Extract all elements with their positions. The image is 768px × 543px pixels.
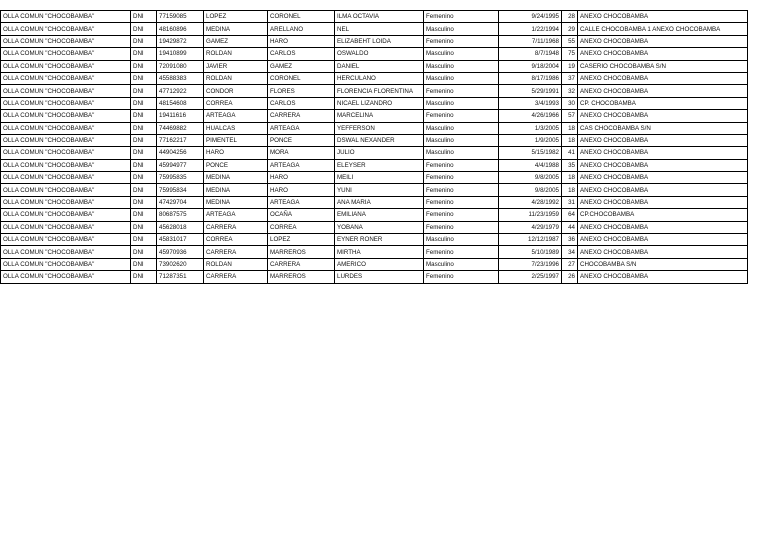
second-surname-cell[interactable]: CARLOS	[268, 48, 335, 60]
organization-cell[interactable]: OLLA COMUN "CHOCOBAMBA"	[1, 184, 131, 196]
document-number-cell[interactable]: 48154608	[157, 97, 204, 109]
document-number-cell[interactable]: 74469882	[157, 122, 204, 134]
table-row	[1, 85, 748, 97]
document-number-cell[interactable]: 45994977	[157, 159, 204, 171]
document-type-cell[interactable]: DNI	[131, 246, 157, 258]
organization-cell[interactable]: OLLA COMUN "CHOCOBAMBA"	[1, 159, 131, 171]
second-surname-cell[interactable]: MARREROS	[268, 271, 335, 283]
first-surname-cell[interactable]: ARTEAGA	[204, 110, 268, 122]
given-names-cell[interactable]: DANIEL	[335, 60, 424, 72]
document-number-cell[interactable]: 77162217	[157, 134, 204, 146]
second-surname-cell[interactable]: OCAÑA	[268, 209, 335, 221]
first-surname-cell[interactable]: LOPEZ	[204, 11, 268, 23]
birth-date-cell[interactable]: 9/8/2005	[499, 184, 562, 196]
second-surname-cell[interactable]: PONCE	[268, 134, 335, 146]
address-cell[interactable]: ANEXO CHOCOBAMBA	[578, 72, 748, 84]
first-surname-cell[interactable]: CONDOR	[204, 85, 268, 97]
address-cell[interactable]: ANEXO CHOCOBAMBA	[578, 246, 748, 258]
address-cell[interactable]: ANEXO CHOCOBAMBA	[578, 172, 748, 184]
first-surname-cell[interactable]: PONCE	[204, 159, 268, 171]
table-row	[1, 110, 748, 122]
address-cell[interactable]: ANEXO CHOCOBAMBA	[578, 110, 748, 122]
age-cell[interactable]: 37	[562, 72, 578, 84]
document-number-cell[interactable]: 71287351	[157, 271, 204, 283]
birth-date-cell[interactable]: 4/4/1988	[499, 159, 562, 171]
table-row	[1, 134, 748, 146]
organization-cell[interactable]: OLLA COMUN "CHOCOBAMBA"	[1, 97, 131, 109]
table-row	[1, 48, 748, 60]
age-cell[interactable]: 19	[562, 60, 578, 72]
document-type-cell[interactable]: DNI	[131, 110, 157, 122]
document-type-cell[interactable]: DNI	[131, 35, 157, 47]
gender-cell[interactable]: Femenino	[424, 184, 499, 196]
table-row	[1, 234, 748, 246]
organization-cell[interactable]: OLLA COMUN "CHOCOBAMBA"	[1, 221, 131, 233]
organization-cell[interactable]: OLLA COMUN "CHOCOBAMBA"	[1, 209, 131, 221]
organization-cell[interactable]: OLLA COMUN "CHOCOBAMBA"	[1, 110, 131, 122]
address-cell[interactable]: ANEXO CHOCOBAMBA	[578, 85, 748, 97]
gender-cell[interactable]: Femenino	[424, 159, 499, 171]
gender-cell[interactable]: Masculino	[424, 97, 499, 109]
document-type-cell[interactable]: DNI	[131, 221, 157, 233]
given-names-cell[interactable]: FLORENCIA FLORENTINA	[335, 85, 424, 97]
organization-cell[interactable]: OLLA COMUN "CHOCOBAMBA"	[1, 85, 131, 97]
document-type-cell[interactable]: DNI	[131, 209, 157, 221]
second-surname-cell[interactable]: HARO	[268, 184, 335, 196]
birth-date-cell[interactable]: 5/15/1982	[499, 147, 562, 159]
first-surname-cell[interactable]: CARRERA	[204, 221, 268, 233]
table-row	[1, 221, 748, 233]
age-cell[interactable]: 35	[562, 159, 578, 171]
gender-cell[interactable]: Femenino	[424, 271, 499, 283]
organization-cell[interactable]: OLLA COMUN "CHOCOBAMBA"	[1, 172, 131, 184]
first-surname-cell[interactable]: JAVIER	[204, 60, 268, 72]
gender-cell[interactable]: Masculino	[424, 234, 499, 246]
given-names-cell[interactable]: ELEYSER	[335, 159, 424, 171]
birth-date-cell[interactable]: 7/23/1996	[499, 258, 562, 270]
gender-cell[interactable]: Masculino	[424, 23, 499, 35]
gender-cell[interactable]: Femenino	[424, 110, 499, 122]
second-surname-cell[interactable]: MARREROS	[268, 246, 335, 258]
given-names-cell[interactable]: ELIZABEHT LOIDA	[335, 35, 424, 47]
first-surname-cell[interactable]: ROLDAN	[204, 72, 268, 84]
given-names-cell[interactable]: YOBANA	[335, 221, 424, 233]
document-type-cell[interactable]: DNI	[131, 72, 157, 84]
first-surname-cell[interactable]: MEDINA	[204, 184, 268, 196]
document-number-cell[interactable]: 73902620	[157, 258, 204, 270]
given-names-cell[interactable]: MARCELINA	[335, 110, 424, 122]
document-type-cell[interactable]: DNI	[131, 122, 157, 134]
second-surname-cell[interactable]: FLORES	[268, 85, 335, 97]
first-surname-cell[interactable]: CORREA	[204, 97, 268, 109]
birth-date-cell[interactable]: 8/17/1986	[499, 72, 562, 84]
address-cell[interactable]: CHOCOBAMBA S/N	[578, 258, 748, 270]
document-type-cell[interactable]: DNI	[131, 271, 157, 283]
table-row	[1, 11, 748, 23]
document-number-cell[interactable]: 19429872	[157, 35, 204, 47]
second-surname-cell[interactable]: CORREA	[268, 221, 335, 233]
document-number-cell[interactable]: 19411616	[157, 110, 204, 122]
document-number-cell[interactable]: 45970936	[157, 246, 204, 258]
address-cell[interactable]: ANEXO CHOCOBAMBA	[578, 48, 748, 60]
given-names-cell[interactable]: MEILI	[335, 172, 424, 184]
age-cell[interactable]: 26	[562, 271, 578, 283]
given-names-cell[interactable]: EYNER RONER	[335, 234, 424, 246]
age-cell[interactable]: 41	[562, 147, 578, 159]
birth-date-cell[interactable]: 4/29/1979	[499, 221, 562, 233]
document-type-cell[interactable]: DNI	[131, 258, 157, 270]
first-surname-cell[interactable]: ARTEAGA	[204, 209, 268, 221]
document-type-cell[interactable]: DNI	[131, 159, 157, 171]
organization-cell[interactable]: OLLA COMUN "CHOCOBAMBA"	[1, 234, 131, 246]
first-surname-cell[interactable]: HARO	[204, 147, 268, 159]
birth-date-cell[interactable]: 1/22/1994	[499, 23, 562, 35]
address-cell[interactable]: ANEXO CHOCOBAMBA	[578, 134, 748, 146]
organization-cell[interactable]: OLLA COMUN "CHOCOBAMBA"	[1, 246, 131, 258]
table-row	[1, 271, 748, 283]
first-surname-cell[interactable]: PIMENTEL	[204, 134, 268, 146]
age-cell[interactable]: 18	[562, 122, 578, 134]
first-surname-cell[interactable]: MEDINA	[204, 23, 268, 35]
birth-date-cell[interactable]: 1/3/2005	[499, 122, 562, 134]
gender-cell[interactable]: Femenino	[424, 11, 499, 23]
table-row	[1, 184, 748, 196]
second-surname-cell[interactable]: HARO	[268, 35, 335, 47]
birth-date-cell[interactable]: 5/29/1991	[499, 85, 562, 97]
age-cell[interactable]: 29	[562, 23, 578, 35]
second-surname-cell[interactable]: GAMEZ	[268, 60, 335, 72]
document-number-cell[interactable]: 75995834	[157, 184, 204, 196]
birth-date-cell[interactable]: 8/7/1948	[499, 48, 562, 60]
document-type-cell[interactable]: DNI	[131, 85, 157, 97]
address-cell[interactable]: ANEXO CHOCOBAMBA	[578, 271, 748, 283]
gender-cell[interactable]: Femenino	[424, 35, 499, 47]
organization-cell[interactable]: OLLA COMUN "CHOCOBAMBA"	[1, 134, 131, 146]
second-surname-cell[interactable]: MORA	[268, 147, 335, 159]
second-surname-cell[interactable]: CARRERA	[268, 110, 335, 122]
birth-date-cell[interactable]: 1/9/2005	[499, 134, 562, 146]
document-type-cell[interactable]: DNI	[131, 172, 157, 184]
document-type-cell[interactable]: DNI	[131, 60, 157, 72]
organization-cell[interactable]: OLLA COMUN "CHOCOBAMBA"	[1, 258, 131, 270]
given-names-cell[interactable]: NEL	[335, 23, 424, 35]
birth-date-cell[interactable]: 3/4/1993	[499, 97, 562, 109]
document-type-cell[interactable]: DNI	[131, 234, 157, 246]
table-row	[1, 35, 748, 47]
birth-date-cell[interactable]: 4/28/1992	[499, 196, 562, 208]
table-body	[1, 11, 748, 284]
table-row	[1, 258, 748, 270]
document-type-cell[interactable]: DNI	[131, 97, 157, 109]
given-names-cell[interactable]: NICAEL LIZANDRO	[335, 97, 424, 109]
birth-date-cell[interactable]: 11/23/1959	[499, 209, 562, 221]
address-cell[interactable]: ANEXO CHOCOBAMBA	[578, 159, 748, 171]
organization-cell[interactable]: OLLA COMUN "CHOCOBAMBA"	[1, 271, 131, 283]
age-cell[interactable]: 75	[562, 48, 578, 60]
gender-cell[interactable]: Femenino	[424, 85, 499, 97]
birth-date-cell[interactable]: 2/25/1997	[499, 271, 562, 283]
first-surname-cell[interactable]: CARRERA	[204, 246, 268, 258]
given-names-cell[interactable]: ILMA OCTAVIA	[335, 11, 424, 23]
birth-date-cell[interactable]: 12/12/1987	[499, 234, 562, 246]
organization-cell[interactable]: OLLA COMUN "CHOCOBAMBA"	[1, 23, 131, 35]
table-row	[1, 72, 748, 84]
age-cell[interactable]: 18	[562, 184, 578, 196]
document-number-cell[interactable]: 44904256	[157, 147, 204, 159]
document-type-cell[interactable]: DNI	[131, 11, 157, 23]
document-number-cell[interactable]: 72091080	[157, 60, 204, 72]
document-number-cell[interactable]: 47429704	[157, 196, 204, 208]
document-type-cell[interactable]: DNI	[131, 48, 157, 60]
first-surname-cell[interactable]: MEDINA	[204, 172, 268, 184]
second-surname-cell[interactable]: ARTEAGA	[268, 196, 335, 208]
given-names-cell[interactable]: HERCULANO	[335, 72, 424, 84]
given-names-cell[interactable]: LURDES	[335, 271, 424, 283]
document-number-cell[interactable]: 45831017	[157, 234, 204, 246]
organization-cell[interactable]: OLLA COMUN "CHOCOBAMBA"	[1, 60, 131, 72]
given-names-cell[interactable]: JULIO	[335, 147, 424, 159]
age-cell[interactable]: 55	[562, 35, 578, 47]
second-surname-cell[interactable]: CORONEL	[268, 72, 335, 84]
table-row	[1, 159, 748, 171]
age-cell[interactable]: 18	[562, 172, 578, 184]
organization-cell[interactable]: OLLA COMUN "CHOCOBAMBA"	[1, 35, 131, 47]
gender-cell[interactable]: Femenino	[424, 196, 499, 208]
gender-cell[interactable]: Masculino	[424, 258, 499, 270]
document-type-cell[interactable]: DNI	[131, 23, 157, 35]
given-names-cell[interactable]: YUNI	[335, 184, 424, 196]
document-number-cell[interactable]: 48160896	[157, 23, 204, 35]
organization-cell[interactable]: OLLA COMUN "CHOCOBAMBA"	[1, 147, 131, 159]
second-surname-cell[interactable]: ARTEAGA	[268, 122, 335, 134]
organization-cell[interactable]: OLLA COMUN "CHOCOBAMBA"	[1, 11, 131, 23]
first-surname-cell[interactable]: GAMEZ	[204, 35, 268, 47]
gender-cell[interactable]: Masculino	[424, 122, 499, 134]
second-surname-cell[interactable]: CARRERA	[268, 258, 335, 270]
table-row	[1, 97, 748, 109]
organization-cell[interactable]: OLLA COMUN "CHOCOBAMBA"	[1, 48, 131, 60]
birth-date-cell[interactable]: 7/11/1968	[499, 35, 562, 47]
age-cell[interactable]: 27	[562, 258, 578, 270]
age-cell[interactable]: 36	[562, 234, 578, 246]
age-cell[interactable]: 30	[562, 97, 578, 109]
age-cell[interactable]: 28	[562, 11, 578, 23]
organization-cell[interactable]: OLLA COMUN "CHOCOBAMBA"	[1, 72, 131, 84]
document-type-cell[interactable]: DNI	[131, 147, 157, 159]
given-names-cell[interactable]: DSWAL NEXANDER	[335, 134, 424, 146]
document-type-cell[interactable]: DNI	[131, 134, 157, 146]
gender-cell[interactable]: Masculino	[424, 48, 499, 60]
table-row	[1, 196, 748, 208]
gender-cell[interactable]: Femenino	[424, 246, 499, 258]
document-number-cell[interactable]: 80687575	[157, 209, 204, 221]
given-names-cell[interactable]: EMILIANA	[335, 209, 424, 221]
first-surname-cell[interactable]: CORREA	[204, 234, 268, 246]
gender-cell[interactable]: Masculino	[424, 72, 499, 84]
address-cell[interactable]: CASERIO CHOCOBAMBA S/N	[578, 60, 748, 72]
age-cell[interactable]: 64	[562, 209, 578, 221]
gender-cell[interactable]: Femenino	[424, 172, 499, 184]
second-surname-cell[interactable]: ARTEAGA	[268, 159, 335, 171]
table-row	[1, 23, 748, 35]
address-cell[interactable]: ANEXO CHOCOBAMBA	[578, 147, 748, 159]
second-surname-cell[interactable]: HARO	[268, 172, 335, 184]
gender-cell[interactable]: Masculino	[424, 134, 499, 146]
document-number-cell[interactable]: 77159085	[157, 11, 204, 23]
given-names-cell[interactable]: YEFFERSON	[335, 122, 424, 134]
document-number-cell[interactable]: 75995835	[157, 172, 204, 184]
first-surname-cell[interactable]: HUALCAS	[204, 122, 268, 134]
given-names-cell[interactable]: ANA MARIA	[335, 196, 424, 208]
address-cell[interactable]: ANEXO CHOCOBAMBA	[578, 196, 748, 208]
birth-date-cell[interactable]: 4/26/1966	[499, 110, 562, 122]
address-cell[interactable]: ANEXO CHOCOBAMBA	[578, 184, 748, 196]
first-surname-cell[interactable]: ROLDAN	[204, 258, 268, 270]
age-cell[interactable]: 44	[562, 221, 578, 233]
beneficiary-table	[0, 10, 748, 284]
age-cell[interactable]: 34	[562, 246, 578, 258]
table-row	[1, 147, 748, 159]
gender-cell[interactable]: Femenino	[424, 221, 499, 233]
table-row	[1, 172, 748, 184]
organization-cell[interactable]: OLLA COMUN "CHOCOBAMBA"	[1, 122, 131, 134]
second-surname-cell[interactable]: CORONEL	[268, 11, 335, 23]
first-surname-cell[interactable]: ROLDAN	[204, 48, 268, 60]
birth-date-cell[interactable]: 5/10/1989	[499, 246, 562, 258]
birth-date-cell[interactable]: 9/8/2005	[499, 172, 562, 184]
gender-cell[interactable]: Femenino	[424, 209, 499, 221]
age-cell[interactable]: 57	[562, 110, 578, 122]
table-row	[1, 60, 748, 72]
address-cell[interactable]: ANEXO CHOCOBAMBA	[578, 234, 748, 246]
age-cell[interactable]: 32	[562, 85, 578, 97]
birth-date-cell[interactable]: 9/24/1995	[499, 11, 562, 23]
document-type-cell[interactable]: DNI	[131, 196, 157, 208]
table-row	[1, 122, 748, 134]
document-number-cell[interactable]: 19410899	[157, 48, 204, 60]
gender-cell[interactable]: Masculino	[424, 147, 499, 159]
age-cell[interactable]: 18	[562, 134, 578, 146]
address-cell[interactable]: CP. CHOCOBAMBA	[578, 97, 748, 109]
address-cell[interactable]: ANEXO CHOCOBAMBA	[578, 11, 748, 23]
age-cell[interactable]: 31	[562, 196, 578, 208]
birth-date-cell[interactable]: 9/18/2004	[499, 60, 562, 72]
table-row	[1, 246, 748, 258]
address-cell[interactable]: ANEXO CHOCOBAMBA	[578, 35, 748, 47]
given-names-cell[interactable]: MIRTHA	[335, 246, 424, 258]
organization-cell[interactable]: OLLA COMUN "CHOCOBAMBA"	[1, 196, 131, 208]
address-cell[interactable]: CAS CHOCOBAMBA S/N	[578, 122, 748, 134]
given-names-cell[interactable]: OSWALDO	[335, 48, 424, 60]
document-number-cell[interactable]: 45588383	[157, 72, 204, 84]
document-number-cell[interactable]: 45628018	[157, 221, 204, 233]
second-surname-cell[interactable]: LOPEZ	[268, 234, 335, 246]
second-surname-cell[interactable]: CARLOS	[268, 97, 335, 109]
address-cell[interactable]: CP.CHOCOBAMBA	[578, 209, 748, 221]
gender-cell[interactable]: Masculino	[424, 60, 499, 72]
first-surname-cell[interactable]: MEDINA	[204, 196, 268, 208]
address-cell[interactable]: ANEXO CHOCOBAMBA	[578, 221, 748, 233]
table-row	[1, 209, 748, 221]
document-type-cell[interactable]: DNI	[131, 184, 157, 196]
second-surname-cell[interactable]: ARELLANO	[268, 23, 335, 35]
address-cell[interactable]: CALLE CHOCOBAMBA 1 ANEXO CHOCOBAMBA	[578, 23, 748, 35]
first-surname-cell[interactable]: CARRERA	[204, 271, 268, 283]
given-names-cell[interactable]: AMERICO	[335, 258, 424, 270]
document-number-cell[interactable]: 47712922	[157, 85, 204, 97]
